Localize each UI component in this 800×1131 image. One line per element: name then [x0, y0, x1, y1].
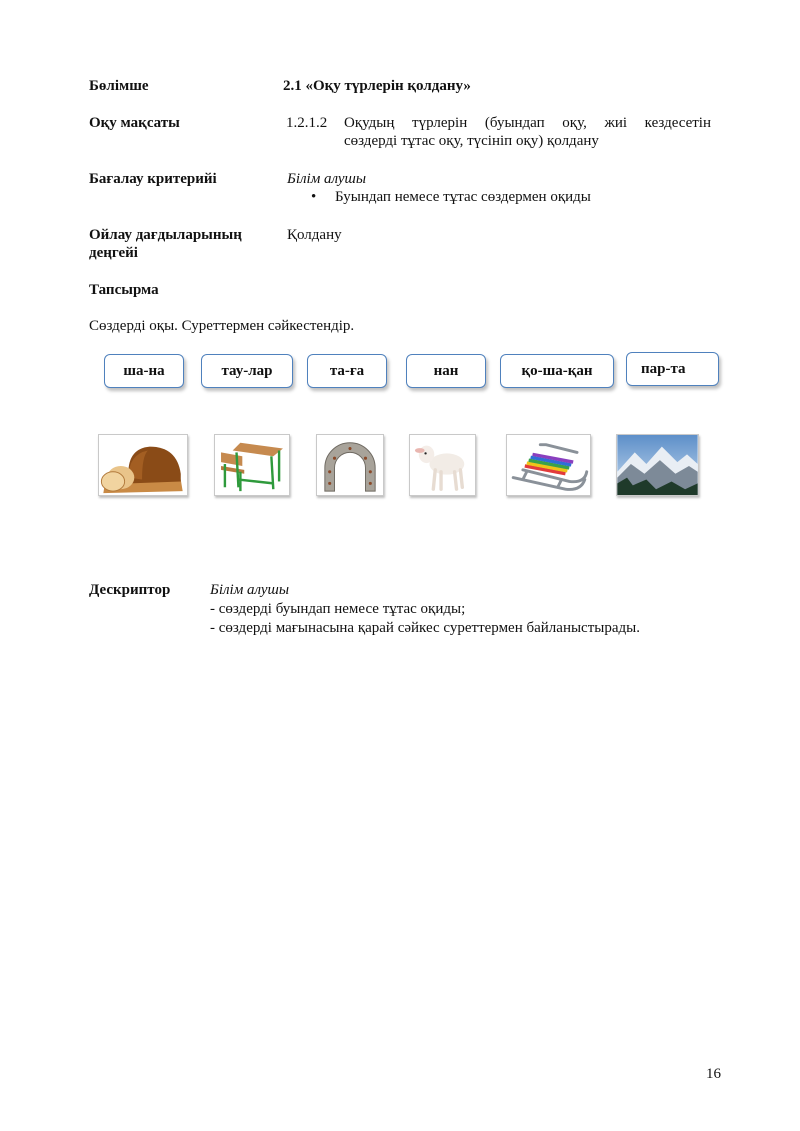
- criteria-label: Бағалау критерийі: [89, 171, 217, 187]
- word-card-parta[interactable]: пар-та: [626, 352, 719, 386]
- mountains-image[interactable]: [616, 434, 699, 496]
- word-card-taga[interactable]: та-ға: [307, 354, 387, 388]
- word-card-koshakan[interactable]: қо-ша-қан: [500, 354, 614, 388]
- school-desk-image[interactable]: [214, 434, 290, 496]
- objective-text-line1: Оқудың түрлерін (буындап оқу, жиі кездесетін: [344, 115, 711, 131]
- descriptor-label: Дескриптор: [89, 582, 171, 598]
- objective-code: 1.2.1.2: [286, 115, 328, 131]
- horseshoe-image[interactable]: [316, 434, 384, 496]
- word-card-shana[interactable]: ша-на: [104, 354, 184, 388]
- thinking-value: Қолдану: [287, 227, 342, 243]
- lamb-image[interactable]: [409, 434, 476, 496]
- bread-image[interactable]: [98, 434, 188, 496]
- descriptor-item: - сөздерді мағынасына қарай сәйкес суреттермен байланыстырады.: [210, 620, 640, 636]
- word-card-taular[interactable]: тау-лар: [201, 354, 293, 388]
- section-label: Бөлімше: [89, 78, 149, 94]
- bullet-icon: •: [311, 189, 317, 205]
- objective-text-line2: сөздерді тұтас оқу, түсініп оқу) қолдану: [344, 133, 599, 149]
- task-label: Тапсырма: [89, 282, 159, 298]
- page-number: 16: [706, 1066, 721, 1082]
- descriptor-item: - сөздерді буындап немесе тұтас оқиды;: [210, 601, 466, 617]
- criteria-sub: Білім алушы: [287, 171, 367, 187]
- descriptor-sub: Білім алушы: [210, 582, 290, 598]
- thinking-label-line2: деңгейі: [89, 245, 138, 261]
- word-card-nan[interactable]: нан: [406, 354, 486, 388]
- criteria-bullet-text: Буындап немесе тұтас сөздермен оқиды: [335, 189, 591, 205]
- section-value: 2.1 «Оқу түрлерін қолдану»: [283, 78, 471, 94]
- objective-label: Оқу мақсаты: [89, 115, 180, 131]
- task-instruction: Сөздерді оқы. Суреттермен сәйкестендір.: [89, 318, 355, 334]
- sled-image[interactable]: [506, 434, 591, 496]
- thinking-label-line1: Ойлау дағдыларының: [89, 227, 242, 243]
